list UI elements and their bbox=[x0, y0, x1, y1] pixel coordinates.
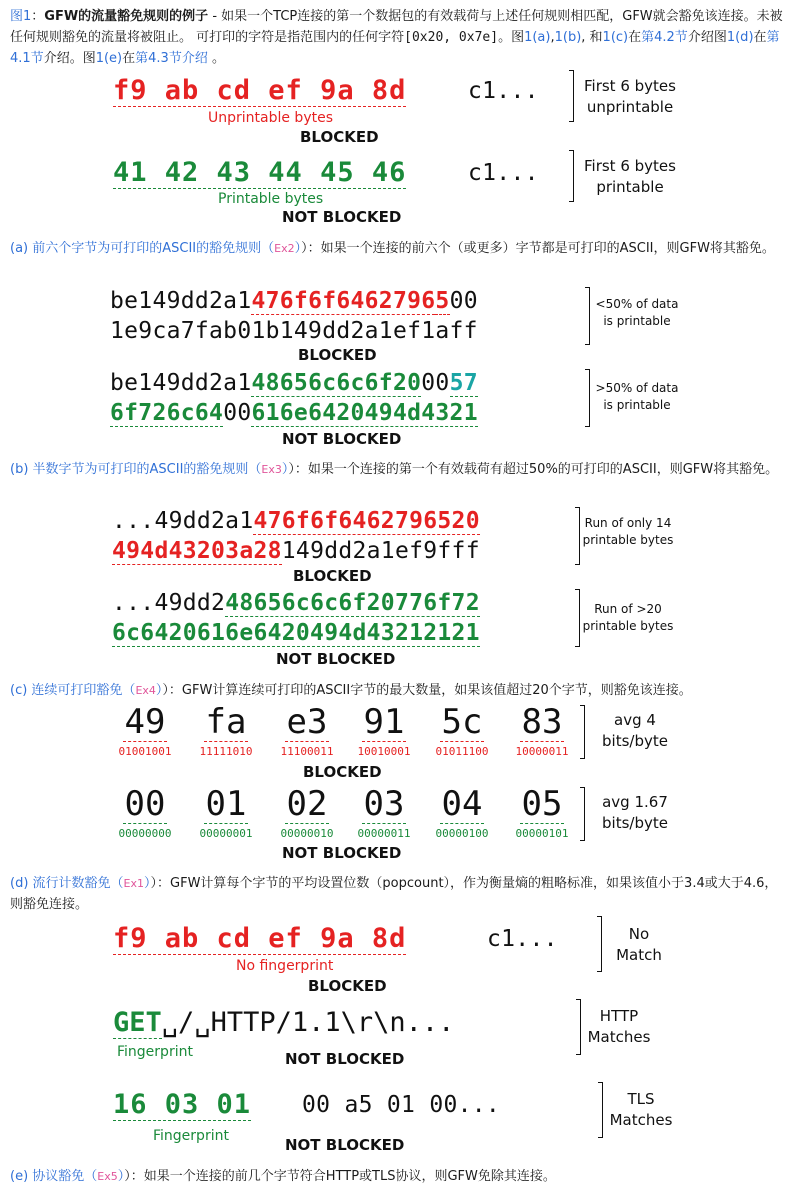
ex-tag: Ex4 bbox=[135, 684, 156, 697]
status-not-blocked: NOT BLOCKED bbox=[282, 430, 402, 448]
ex-tag: Ex2 bbox=[274, 242, 295, 255]
payload-line: 6c6420616e6420494d43212121 bbox=[112, 620, 480, 646]
payload-line: 6f726c6400616e6420494d4321 bbox=[110, 400, 478, 426]
binary-label: 11111010 bbox=[199, 745, 253, 758]
ref-1e-link[interactable]: 1(e) bbox=[95, 51, 123, 66]
unprintable-bytes-label: Unprintable bytes bbox=[208, 110, 334, 126]
byte-value: 02 bbox=[286, 784, 328, 824]
printable-bytes-seq: 41 42 43 44 45 46 bbox=[113, 157, 407, 188]
byte-cell bbox=[422, 785, 502, 840]
payload-line: 1e9ca7fab01b149dd2a1ef1aff bbox=[110, 318, 478, 344]
status-blocked: BLOCKED bbox=[308, 977, 387, 995]
section-4-2-link[interactable]: 第4.2节 bbox=[641, 30, 688, 45]
status-not-blocked: NOT BLOCKED bbox=[276, 650, 396, 668]
byte-value: e3 bbox=[286, 702, 328, 742]
binary-label: 01011100 bbox=[435, 745, 489, 758]
byte-cell bbox=[105, 703, 185, 758]
ref-1c-link[interactable]: 1(c) bbox=[602, 30, 629, 45]
binary-label: 00000100 bbox=[435, 827, 489, 840]
brace bbox=[580, 705, 585, 759]
status-not-blocked: NOT BLOCKED bbox=[282, 208, 402, 226]
note-tls-matches: TLS Matches bbox=[609, 1090, 673, 1129]
note-run-14: Run of only 14 printable bytes bbox=[582, 516, 674, 547]
payload-line: ...49dd248656c6c6f20776f72 bbox=[112, 590, 480, 616]
byte-value: 01 bbox=[205, 784, 247, 824]
byte-value: 49 bbox=[124, 702, 166, 742]
figure-title: GFW的流量豁免规则的例子 bbox=[44, 9, 209, 24]
binary-label: 11100011 bbox=[280, 745, 334, 758]
brace bbox=[569, 70, 574, 122]
binary-label: 10000011 bbox=[515, 745, 569, 758]
trailing-bytes: c1... bbox=[468, 160, 539, 186]
trailing-bytes: c1... bbox=[468, 78, 539, 104]
figure-caption: 图1：GFW的流量豁免规则的例子 - 如果一个TCP连接的第一个数据包的有效载荷与上述任何规则相匹配，GFW就会豁免该连接。未被任何规则豁免的流量将被阻止。 可打印的字符是指范围内的任何字符[0x20, 0x7e]。图1(a),1(b), 和1(c)在第4.2节介绍图1(d)在第4.1节介绍。图1(e)在第4.3节介绍 。 bbox=[10, 9, 783, 66]
byte-cell bbox=[105, 785, 185, 840]
fingerprint-label: Fingerprint bbox=[117, 1044, 193, 1060]
byte-value: 91 bbox=[363, 702, 405, 742]
status-blocked: BLOCKED bbox=[300, 128, 379, 146]
binary-label: 10010001 bbox=[357, 745, 411, 758]
status-not-blocked: NOT BLOCKED bbox=[285, 1050, 405, 1068]
ref-1b-link[interactable]: 1(b) bbox=[554, 30, 582, 45]
byte-cell bbox=[186, 703, 266, 758]
http-request-line: GET␣/␣HTTP/1.1\r\n... bbox=[113, 1007, 455, 1038]
byte-value: 03 bbox=[363, 784, 405, 824]
brace bbox=[576, 999, 581, 1055]
ref-1d-link[interactable]: 1(d) bbox=[726, 30, 754, 45]
caption-c: (c) 连续可打印豁免（Ex4））：GFW计算连续可打印的ASCII字节的最大数量，如果该值超过20个字节，则豁免该连接。 bbox=[10, 683, 692, 698]
status-not-blocked: NOT BLOCKED bbox=[282, 844, 402, 862]
byte-value: fa bbox=[205, 702, 247, 742]
byte-cell bbox=[267, 785, 347, 840]
byte-cell bbox=[267, 703, 347, 758]
note-avg-1-67: avg 1.67 bits/byte bbox=[602, 793, 668, 832]
payload-line: ...49dd2a1476f6f6462796520 bbox=[112, 508, 480, 534]
payload-line: be149dd2a148656c6c6f200057 bbox=[110, 370, 478, 396]
ref-1a-link[interactable]: 1(a) bbox=[524, 30, 551, 45]
trailing-bytes: 00 a5 01 00... bbox=[302, 1092, 501, 1118]
byte-value: 00 bbox=[124, 784, 166, 824]
byte-cell bbox=[502, 785, 582, 840]
brace bbox=[575, 589, 580, 647]
note-no-match: No Match bbox=[616, 925, 662, 964]
brace bbox=[597, 916, 602, 972]
binary-label: 00000011 bbox=[357, 827, 411, 840]
caption-b: (b) 半数字节为可打印的ASCII的豁免规则（Ex3））：如果一个连接的第一个有效载荷有超过50%的可打印的ASCII，则GFW将其豁免。 bbox=[10, 462, 779, 477]
binary-label: 00000001 bbox=[199, 827, 253, 840]
brace bbox=[580, 787, 585, 841]
note-first6-unprintable: First 6 bytes unprintable bbox=[584, 77, 676, 116]
ex-tag: Ex3 bbox=[261, 463, 282, 476]
no-fingerprint-bytes: f9 ab cd ef 9a 8d bbox=[113, 923, 407, 954]
binary-label: 01001001 bbox=[118, 745, 172, 758]
brace bbox=[598, 1082, 603, 1138]
printable-range: [0x20, 0x7e] bbox=[404, 30, 499, 45]
byte-value: 83 bbox=[521, 702, 563, 742]
caption-d: (d) 流行计数豁免（Ex1））：GFW计算每个字节的平均设置位数（popcount），作为衡量熵的粗略标准，如果该值小于3.4或大于4.6，则豁免连接。 bbox=[10, 876, 778, 912]
ex-tag: Ex5 bbox=[97, 1170, 118, 1183]
caption-e: (e) 协议豁免（Ex5））：如果一个连接的前几个字节符合HTTP或TLS协议，则GFW免除其连接。 bbox=[10, 1169, 556, 1184]
brace bbox=[585, 369, 590, 427]
status-blocked: BLOCKED bbox=[298, 346, 377, 364]
byte-cell bbox=[344, 785, 424, 840]
status-blocked: BLOCKED bbox=[293, 567, 372, 585]
note-run-20: Run of >20 printable bytes bbox=[582, 602, 674, 633]
byte-cell bbox=[502, 703, 582, 758]
byte-cell bbox=[344, 703, 424, 758]
section-4-3-link[interactable]: 第4.3节介绍 bbox=[135, 51, 208, 66]
brace bbox=[575, 507, 580, 565]
note-first6-printable: First 6 bytes printable bbox=[584, 157, 676, 196]
binary-label: 00000000 bbox=[118, 827, 172, 840]
status-blocked: BLOCKED bbox=[303, 763, 382, 781]
brace bbox=[569, 150, 574, 202]
brace bbox=[585, 287, 590, 345]
payload-line: be149dd2a1476f6f6462796500 bbox=[110, 288, 478, 314]
byte-value: 5c bbox=[441, 702, 483, 742]
figure-number: 图1 bbox=[10, 9, 32, 24]
unprintable-bytes-seq: f9 ab cd ef 9a 8d bbox=[113, 75, 407, 106]
caption-a: (a) 前六个字节为可打印的ASCII的豁免规则（Ex2））：如果一个连接的前六个（或更多）字节都是可打印的ASCII，则GFW将其豁免。 bbox=[10, 241, 775, 256]
tls-fingerprint-bytes: 16 03 01 bbox=[113, 1089, 252, 1120]
binary-label: 00000101 bbox=[515, 827, 569, 840]
note-under-50: <50% of data is printable bbox=[595, 297, 679, 328]
fingerprint-label: Fingerprint bbox=[153, 1128, 229, 1144]
binary-label: 00000010 bbox=[280, 827, 334, 840]
byte-cell bbox=[186, 785, 266, 840]
ex-tag: Ex1 bbox=[123, 877, 144, 890]
byte-value: 04 bbox=[441, 784, 483, 824]
no-fingerprint-label: No fingerprint bbox=[236, 958, 334, 974]
note-over-50: >50% of data is printable bbox=[595, 381, 679, 412]
byte-cell bbox=[422, 703, 502, 758]
note-avg-4: avg 4 bits/byte bbox=[602, 711, 668, 750]
section-4-1-link[interactable]: 第4.1节 bbox=[10, 30, 780, 66]
payload-line: 494d43203a28149dd2a1ef9fff bbox=[112, 538, 480, 564]
status-not-blocked: NOT BLOCKED bbox=[285, 1136, 405, 1154]
byte-value: 05 bbox=[521, 784, 563, 824]
trailing-bytes: c1... bbox=[487, 926, 558, 952]
printable-bytes-label: Printable bytes bbox=[218, 191, 324, 207]
note-http-matches: HTTP Matches bbox=[587, 1007, 651, 1046]
